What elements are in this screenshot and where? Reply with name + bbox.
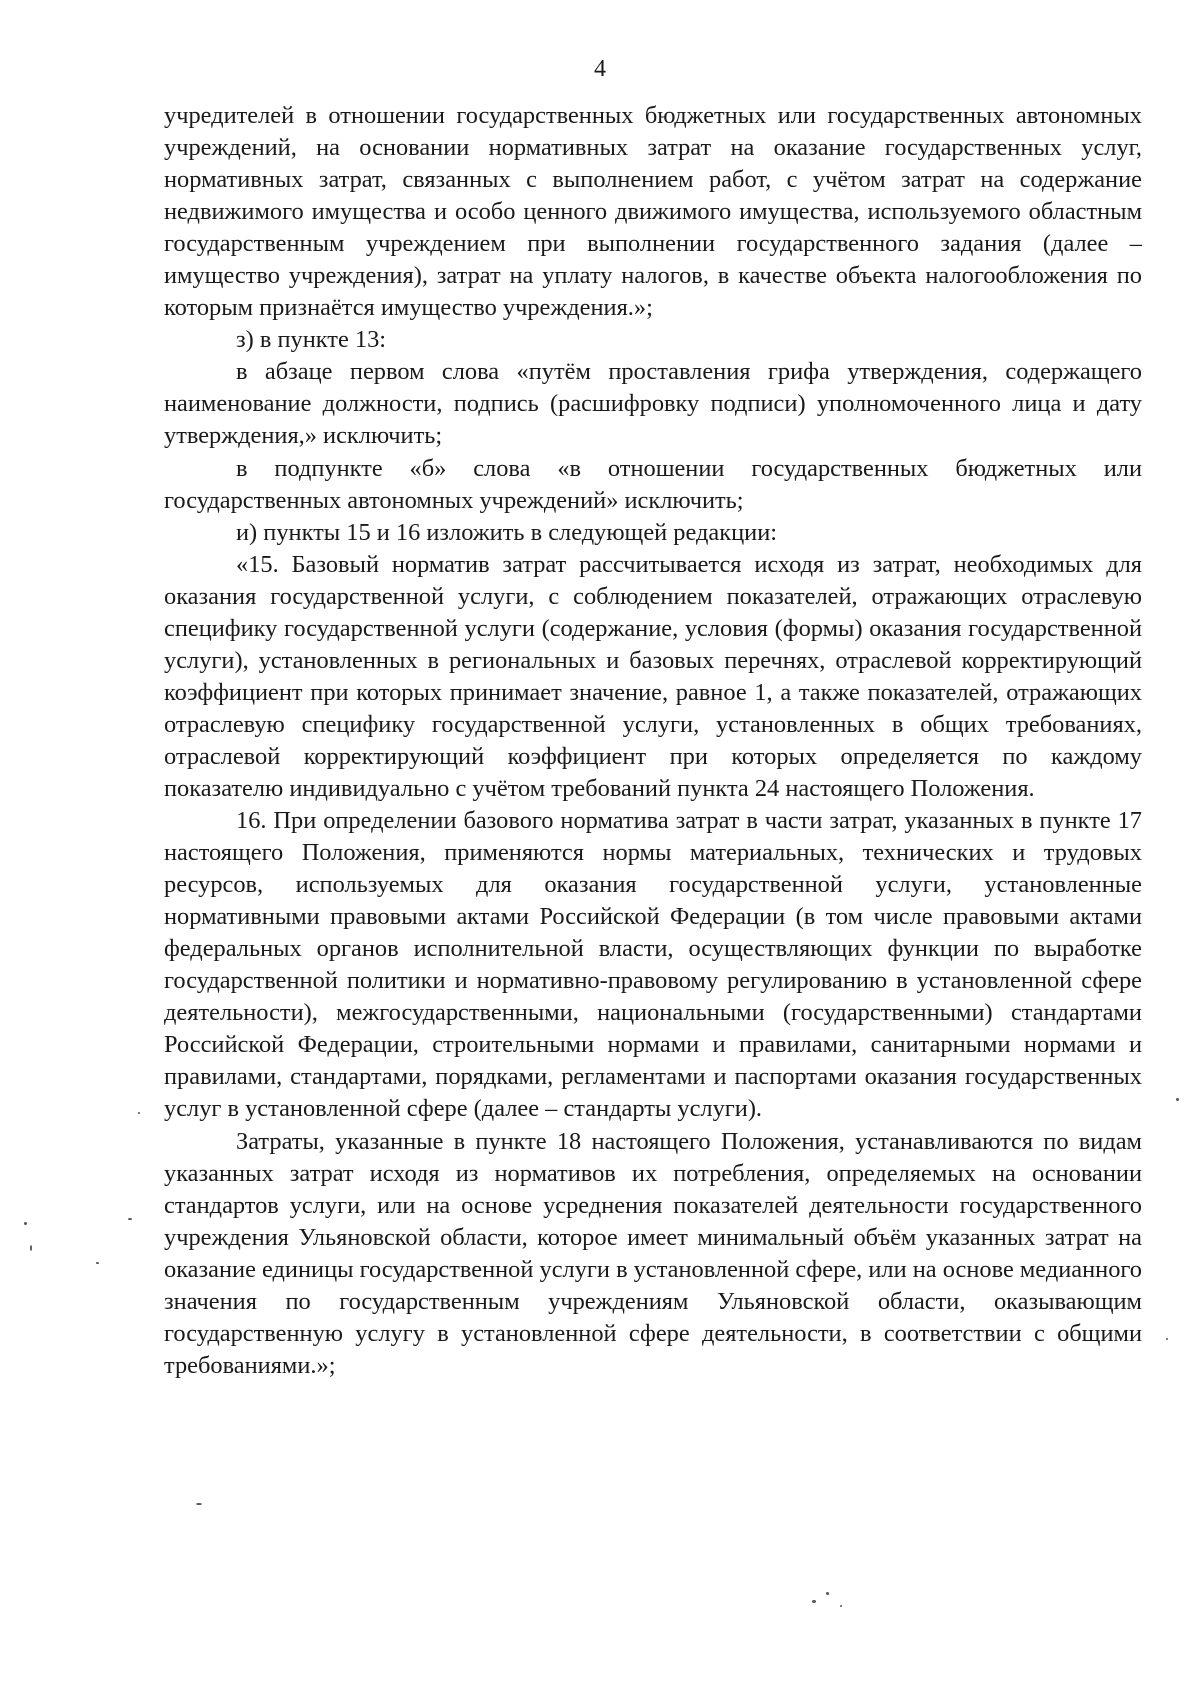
scan-speck	[826, 1592, 829, 1595]
scan-speck	[30, 1245, 32, 1251]
paragraph-costs-18: Затраты, указанные в пункте 18 настоящего Положения, устанавливаются по видам указанных затрат исходя из нормативов их потребления, определяемых на основании стандартов услуги, или на основе усреднения показателей деятельности государственного учреждения Ульяновской области, которое имеет минимальный объём указанных затрат на оказание единицы государственной услуги в установленной сфере, или на основе медианного значения по государственным учреждениям Ульяновской области, оказывающим государственную услугу в установленной сфере деятельности, в соответствии с общими требованиями.»;	[164, 1127, 1142, 1379]
scan-speck	[128, 1218, 132, 1220]
scan-speck	[812, 1600, 816, 1603]
paragraph-item-z: з) в пункте 13:	[236, 326, 387, 354]
paragraph-subitem-b: в подпункте «б» слова «в отношении государственных бюджетных или государственных автономных учреждений» исключить;	[164, 454, 1142, 514]
scan-speck	[1166, 1338, 1168, 1340]
scan-speck	[840, 1605, 842, 1607]
paragraph-point-16: 16. При определении базового норматива затрат в части затрат, указанных в пункте 17 настоящего Положения, применяются нормы материальных, технических и трудовых ресурсов, используемых для оказания государственной услуги, установленные нормативными правовыми актами Российской Федерации (в том числе правовыми актами федеральных органов исполнительной власти, осуществляющих функции по выработке государственной политики и нормативно-правовому регулированию в установленной сфере деятельности), межгосударственными, национальными (государственными) стандартами Российской Федерации, строительными нормами и правилами, санитарными нормами и правилами, стандартами, порядками, регламентами и паспортами оказания государственных услуг в установленной сфере (далее – стандарты услуги).	[164, 807, 1142, 1123]
paragraph-first-abzac: в абзаце первом слова «путём проставления грифа утверждения, содержащего наименование должности, подпись (расшифровку подписи) уполномоченного лица и дату утверждения,» исключить;	[164, 358, 1142, 450]
scan-speck	[24, 1222, 27, 1225]
paragraph-item-i: и) пункты 15 и 16 изложить в следующей редакции:	[236, 518, 778, 546]
scan-speck	[1176, 1098, 1179, 1101]
paragraph-point-15: «15. Базовый норматив затрат рассчитывается исходя из затрат, необходимых для оказания государственной услуги, с соблюдением показателей, отражающих отраслевую специфику государственной услуги (содержание, условия (формы) оказания государственной услуги), установленных в региональных и базовых перечнях, отраслевой корректирующий коэффициент при которых принимает значение, равное 1, а также показателей, отражающих отраслевую специфику государственной услуги, установленных в общих требованиях, отраслевой корректирующий коэффициент при которых определяется по каждому показателю индивидуально с учётом требований пункта 24 настоящего Положения.	[164, 550, 1142, 802]
scan-speck	[196, 1503, 202, 1505]
scan-speck	[138, 1112, 140, 1114]
scan-speck	[96, 1262, 99, 1264]
page-number: 4	[594, 56, 606, 82]
document-body	[164, 100, 1142, 1382]
paragraph-continuation: учредителей в отношении государственных бюджетных или государственных автономных учреждений, на основании нормативных затрат на оказание государственных услуг, нормативных затрат, связанных с выполнением работ, с учётом затрат на содержание недвижимого имущества и особо ценного движимого имущества, используемого областным государственным учреждением при выполнении государственного задания (далее – имущество учреждения), затрат на уплату налогов, в качестве объекта налогообложения по которым признаётся имущество учреждения.»;	[164, 102, 1142, 322]
